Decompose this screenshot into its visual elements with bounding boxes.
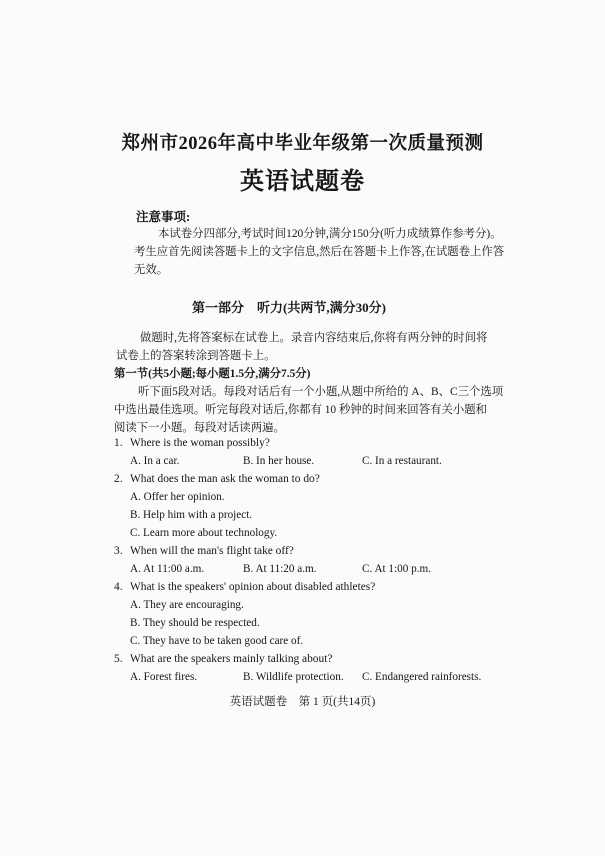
question-number: 4. [114, 581, 123, 593]
option-c: C. Learn more about technology. [130, 527, 278, 539]
question-text: What is the speakers' opinion about disabled athletes? [130, 581, 376, 593]
section1-instruction-line-3: 阅读下一小题。每段对话读两遍。 [114, 422, 285, 434]
option-a: A. At 11:00 a.m. [130, 563, 205, 575]
notice-heading: 注意事项: [136, 210, 191, 224]
question-number: 2. [114, 473, 123, 485]
notice-line-1: 本试卷分四部分,考试时间120分钟,满分150分(听力成绩算作参考分)。 [158, 228, 502, 240]
part1-intro-line-2: 试卷上的答案转涂到答题卡上。 [116, 350, 276, 362]
question-number: 1. [114, 437, 123, 449]
exam-subtitle: 英语试题卷 [240, 169, 365, 195]
option-b: B. Wildlife protection. [243, 671, 344, 683]
question-text: When will the man's flight take off? [130, 545, 294, 557]
section1-heading: 第一节(共5小题;每小题1.5分,满分7.5分) [114, 368, 311, 380]
notice-line-2: 考生应首先阅读答题卡上的文字信息,然后在答题卡上作答,在试题卷上作答 [134, 246, 505, 258]
exam-title: 郑州市2026年高中毕业年级第一次质量预测 [121, 134, 484, 154]
option-a: A. Offer her opinion. [130, 491, 225, 503]
option-c: C. At 1:00 p.m. [362, 563, 431, 575]
option-a: A. In a car. [130, 455, 180, 467]
question-number: 3. [114, 545, 123, 557]
section1-instruction-line-1: 听下面5段对话。每段对话后有一个小题,从题中所给的 A、B、C三个选项 [138, 386, 504, 398]
option-c: C. Endangered rainforests. [362, 671, 482, 683]
option-b: B. They should be respected. [130, 617, 260, 629]
notice-line-3: 无效。 [134, 264, 169, 276]
option-a: A. Forest fires. [130, 671, 198, 683]
question-text: Where is the woman possibly? [130, 437, 270, 449]
option-b: B. In her house. [243, 455, 315, 467]
section1-instruction-line-2: 中选出最佳选项。听完每段对话后,你都有 10 秒钟的时间来回答有关小题和 [114, 404, 488, 416]
question-number: 5. [114, 653, 123, 665]
part1-intro-line-1: 做题时,先将答案标在试卷上。录音内容结束后,你将有两分钟的时间将 [140, 332, 488, 344]
option-c: C. In a restaurant. [362, 455, 442, 467]
part1-heading: 第一部分 听力(共两节,满分30分) [192, 300, 386, 315]
option-b: B. Help him with a project. [130, 509, 253, 521]
option-b: B. At 11:20 a.m. [243, 563, 317, 575]
option-a: A. They are encouraging. [130, 599, 244, 611]
option-c: C. They have to be taken good care of. [130, 635, 304, 647]
question-text: What are the speakers mainly talking about? [130, 653, 333, 665]
question-text: What does the man ask the woman to do? [130, 473, 320, 485]
page-footer: 英语试题卷 第 1 页(共14页) [229, 696, 376, 708]
